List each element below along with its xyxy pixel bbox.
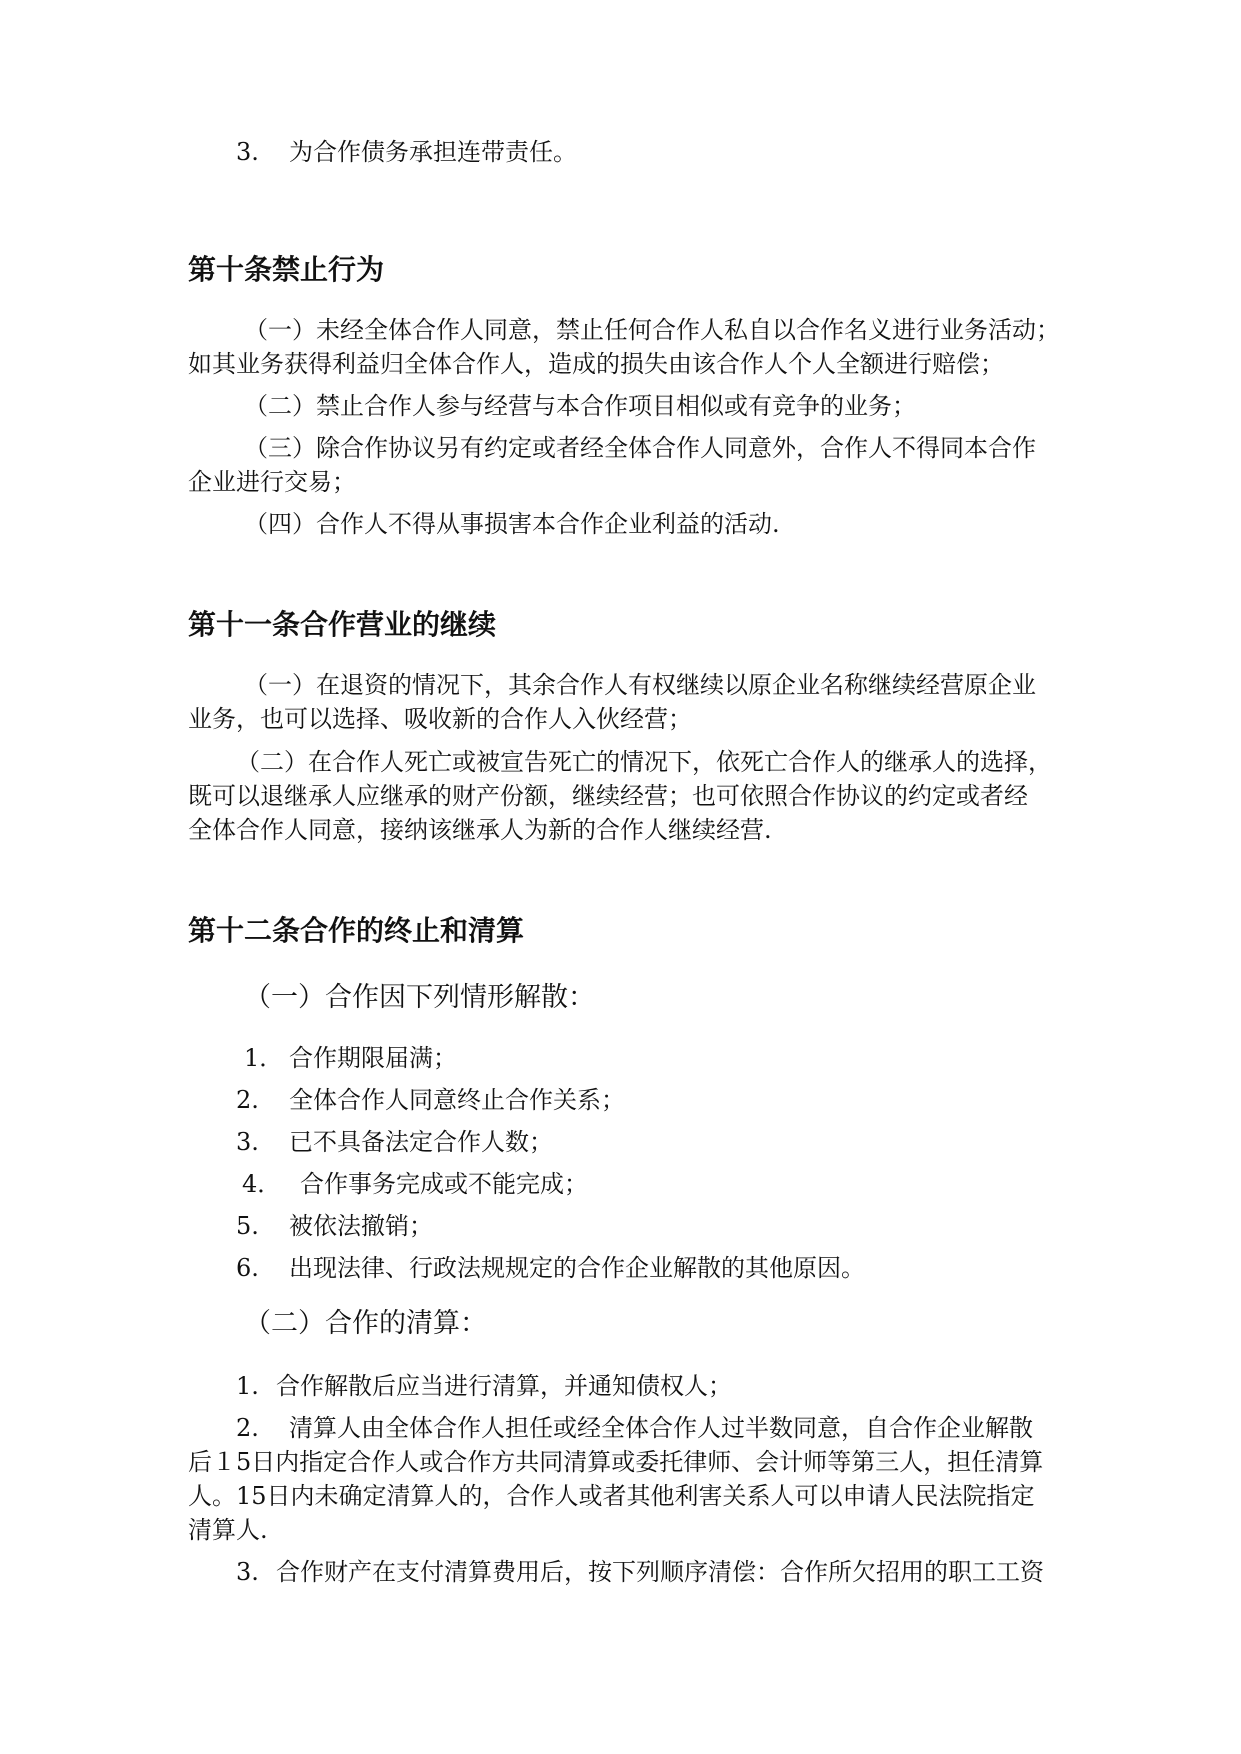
list-item: [242, 1169, 588, 1199]
item-text: 合作解散后应当进行清算，并通知债权人；: [276, 1372, 732, 1400]
item-text: 清算人由全体合作人担任或经全体合作人过半数同意，自合作企业解散: [289, 1414, 1033, 1442]
list-item: [236, 1127, 553, 1157]
paragraph-line: （四）合作人不得从事损害本合作企业利益的活动.: [244, 510, 780, 538]
list-item: [236, 1413, 1033, 1443]
item-number: 3.: [236, 1128, 259, 1156]
paragraph-line: 全体合作人同意，接纳该继承人为新的合作人继续经营.: [188, 816, 772, 844]
item-text: 合作财产在支付清算费用后，按下列顺序清偿：合作所欠招用的职工工资: [276, 1558, 1044, 1586]
paragraph-line: 企业进行交易；: [188, 468, 356, 496]
paragraph-line: （一）未经全体合作人同意，禁止任何合作人私自以合作名义进行业务活动；: [244, 316, 1060, 344]
article-11-title: 第十一条合作营业的继续: [188, 608, 497, 641]
paragraph-line: 既可以退继承人应继承的财产份额，继续经营；也可依照合作协议的约定或者经: [188, 782, 1028, 810]
list-item: [236, 1371, 732, 1401]
item-text: 全体合作人同意终止合作关系；: [289, 1086, 625, 1114]
item-number: 2.: [236, 1414, 259, 1442]
item-number: 2.: [236, 1086, 259, 1114]
paragraph-line: （二）在合作人死亡或被宣告死亡的情况下，依死亡合作人的继承人的选择，: [236, 748, 1052, 776]
list-item: [236, 1557, 1044, 1587]
item-number: 6.: [236, 1254, 259, 1282]
paragraph-line: 后１5日内指定合作人或合作方共同清算或委托律师、会计师等第三人，担任清算: [188, 1448, 1044, 1476]
section-heading: （一）合作因下列情形解散：: [244, 982, 595, 1013]
paragraph-line: 人。15日内未确定清算人的，合作人或者其他利害关系人可以申请人民法院指定: [188, 1482, 1035, 1510]
item-number: 3.: [236, 1558, 259, 1586]
item-number: 4．: [242, 1170, 282, 1198]
article-10-title: 第十条禁止行为: [188, 253, 385, 286]
item-number: 3.: [236, 138, 259, 166]
paragraph-line: （一）在退资的情况下，其余合作人有权继续以原企业名称继续经营原企业: [244, 671, 1036, 699]
item-text: 已不具备法定合作人数；: [289, 1128, 553, 1156]
item-text: 为合作债务承担连带责任。: [289, 138, 577, 166]
item-text: 合作事务完成或不能完成；: [300, 1170, 588, 1198]
item-text: 合作期限届满；: [289, 1044, 457, 1072]
list-item: [236, 1085, 625, 1115]
list-item: [236, 137, 577, 167]
item-text: 被依法撤销；: [289, 1212, 433, 1240]
paragraph-line: 清算人.: [188, 1516, 268, 1544]
paragraph-line: 业务，也可以选择、吸收新的合作人入伙经营；: [188, 705, 692, 733]
article-12-title: 第十二条合作的终止和清算: [188, 914, 525, 947]
item-number: 1．: [244, 1044, 284, 1072]
list-item: [236, 1253, 865, 1283]
item-number: 1.: [236, 1372, 259, 1400]
section-heading: （二）合作的清算：: [244, 1308, 487, 1339]
paragraph-line: 如其业务获得利益归全体合作人，造成的损失由该合作人个人全额进行赔偿；: [188, 350, 1004, 378]
list-item: [236, 1211, 433, 1241]
paragraph-line: （三）除合作协议另有约定或者经全体合作人同意外，合作人不得同本合作: [244, 434, 1036, 462]
list-item: [244, 1043, 457, 1073]
paragraph-line: （二）禁止合作人参与经营与本合作项目相似或有竞争的业务；: [244, 392, 916, 420]
item-text: 出现法律、行政法规规定的合作企业解散的其他原因。: [289, 1254, 865, 1282]
item-number: 5.: [236, 1212, 259, 1240]
